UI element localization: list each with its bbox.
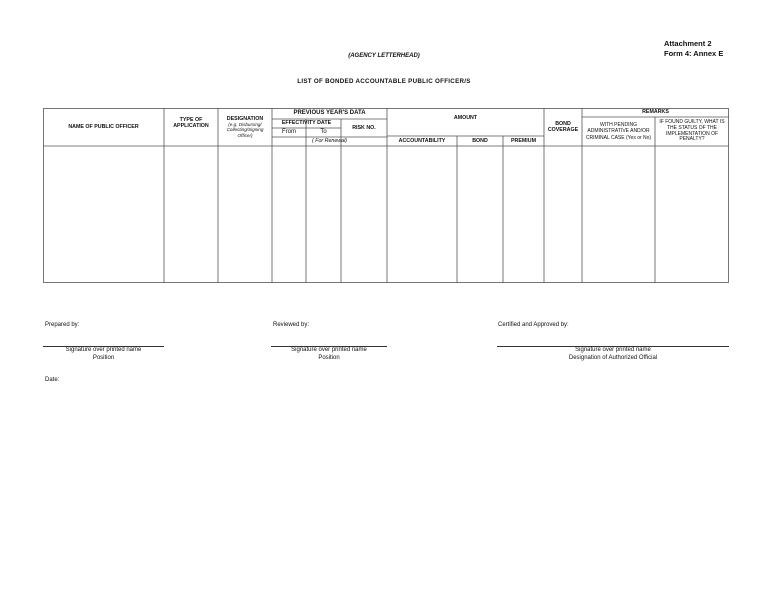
col-amount: AMOUNT: [453, 114, 478, 121]
certified-signature-block: [497, 347, 729, 362]
certified-sig-caption: Signature over printed name: [575, 347, 651, 353]
designation-label: DESIGNATION: [226, 115, 264, 122]
prepared-position-caption: Position: [92, 354, 115, 361]
col-pending-case: WITH PENDING ADMINISTRATIVE AND/OR CRIMINAL CASE (Yes or No): [585, 122, 652, 141]
attachment-number: Attachment 2: [664, 39, 712, 48]
designation-note: (e.g. Disbursing/ Collecting/Signing Officer): [226, 121, 264, 138]
certified-by-label: Certified and Approved by:: [498, 322, 569, 328]
certified-designation-caption: Designation of Authorized Official: [568, 354, 658, 361]
col-effectivity-date: EFFECTIVITY DATE: [281, 120, 332, 127]
col-risk-no: RISK NO.: [352, 124, 376, 131]
col-from: From: [282, 129, 296, 136]
prepared-signature-block: [43, 347, 164, 362]
reviewed-sig-caption: Signature over printed name: [291, 347, 367, 353]
prepared-by-label: Prepared by:: [45, 322, 80, 328]
col-bond-coverage: BOND COVERAGE: [547, 120, 579, 133]
reviewed-position-caption: Position: [318, 354, 340, 361]
prepared-sig-caption: Signature over printed name: [65, 347, 142, 353]
col-accountability: ACCOUNTABILITY: [398, 137, 446, 144]
date-label: Date:: [45, 377, 60, 383]
reviewed-signature-block: [271, 347, 387, 362]
col-bond: BOND: [472, 137, 488, 144]
col-designation: [218, 108, 272, 146]
col-premium: PREMIUM: [510, 137, 536, 144]
reviewed-by-label: Reviewed by:: [273, 322, 310, 328]
agency-letterhead: (AGENCY LETTERHEAD): [348, 53, 420, 59]
col-name-of-officer: NAME OF PUBLIC OFFICER: [68, 123, 139, 130]
for-renewal-note: ( For Renewal): [311, 138, 348, 145]
col-to: To: [320, 129, 327, 136]
col-remarks: REMARKS: [642, 109, 669, 116]
col-found-guilty: IF FOUND GUILTY, WHAT IS THE STATUS OF THE IMPLEMENTATION OF PENALTY?: [659, 118, 725, 143]
col-previous-year-data: PREVIOUS YEAR'S DATA: [293, 110, 366, 117]
bonded-officers-table: [43, 108, 729, 283]
form-number: Form 4: Annex E: [664, 49, 724, 58]
col-type-of-application: TYPE OF APPLICATION: [173, 116, 209, 129]
document-title: LIST OF BONDED ACCOUNTABLE PUBLIC OFFICER/S: [297, 78, 471, 85]
